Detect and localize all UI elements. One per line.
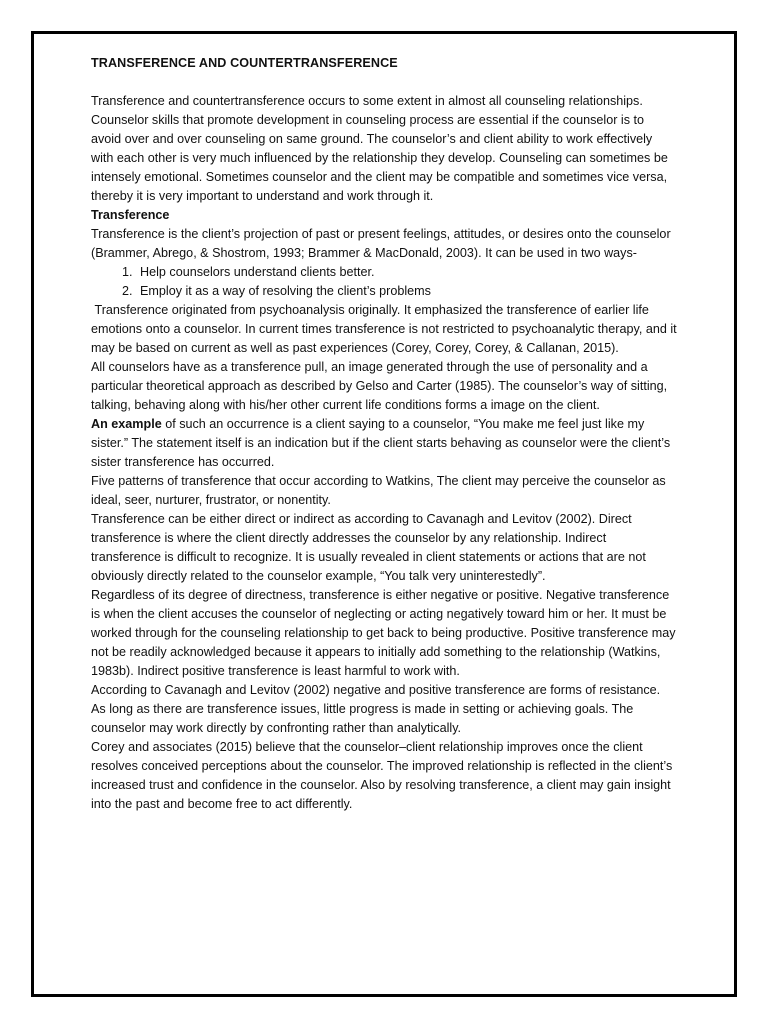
example-text: of such an occurrence is a client saying to a counselor, “You make me feel just like my sister.” The statement itself is an indication but if the client starts behaving as counselor were the client’s sister transference has occurred. [91, 417, 671, 469]
document-body [91, 54, 681, 814]
negative-positive-paragraph: Regardless of its degree of directness, transference is either negative or positive. Negative transference is when the client accuses the counselor of neglecting or acting negatively toward him or her. It must be worked through for the counseling relationship to get back to being productive. Positive transference may not be readily acknowledged because it appears to initially add something to the relationship (Watkins, 1983b). Indirect positive transference is least harmful to work with. [91, 588, 676, 678]
list-item: 2. Employ it as a way of resolving the client’s problems [136, 282, 677, 301]
patterns-paragraph: Five patterns of transference that occur according to Watkins, The client may perceive the counselor as ideal, seer, nurturer, frustrator, or nonentity. [91, 474, 666, 507]
resolution-paragraph: Corey and associates (2015) believe that the counselor–client relationship improves once the client resolves conceived perceptions about the counselor. The improved relationship is reflected in the client’s increased trust and confidence in the counselor. Also by resolving transference, a client may gain insight into the past and become free to act differently. [91, 740, 673, 811]
list-item: 1. Help counselors understand clients better. [136, 263, 677, 282]
document-title: TRANSFERENCE AND COUNTERTRANSFERENCE [91, 56, 398, 70]
example-lead: An example [91, 417, 162, 431]
example-paragraph [91, 415, 677, 472]
document-page [31, 31, 737, 997]
transference-pull-paragraph: All counselors have as a transference pull, an image generated through the use of personality and a particular theoretical approach as described by Gelso and Carter (1985). The counselor’s way of sitting, talking, behaving along with his/her other current life conditions forms a image on the client. [91, 360, 668, 412]
definition-paragraph: Transference is the client’s projection of past or present feelings, attitudes, or desires onto the counselor (Brammer, Abrego, & Shostrom, 1993; Brammer & MacDonald, 2003). It can be used in two ways- [91, 227, 671, 260]
resistance-paragraph: According to Cavanagh and Levitov (2002) negative and positive transference are forms of resistance. As long as there are transference issues, little progress is made in setting or achieving goals. The counselor may work directly by confronting rather than analytically. [91, 683, 661, 735]
direct-indirect-paragraph: Transference can be either direct or indirect as according to Cavanagh and Levitov (2002). Direct transference is where the client directly addresses the counselor by any relationship. Indirect transference is difficult to recognize. It is usually revealed in client statements or actions that are not obviously directly related to the counselor example, “You talk very uninterestedly”. [91, 512, 646, 583]
section-heading-transference: Transference [91, 208, 170, 222]
usage-list [91, 263, 677, 301]
intro-paragraph: Transference and countertransference occurs to some extent in almost all counseling relationships. Counselor skills that promote development in counseling process are essential if the counselor is to avoid over and over counseling on same ground. The counselor’s and client ability to work effectively with each other is very much influenced by the relationship they develop. Counseling can sometimes be intensely emotional. Sometimes counselor and the client may be compatible and sometimes vice versa, thereby it is very important to understand and work through it. [91, 94, 668, 203]
origin-paragraph: Transference originated from psychoanalysis originally. It emphasized the transference of earlier life emotions onto a counselor. In current times transference is not restricted to psychoanalytic therapy, and it may be based on current as well as past experiences (Corey, Corey, Corey, & Callanan, 2015). [91, 303, 681, 355]
